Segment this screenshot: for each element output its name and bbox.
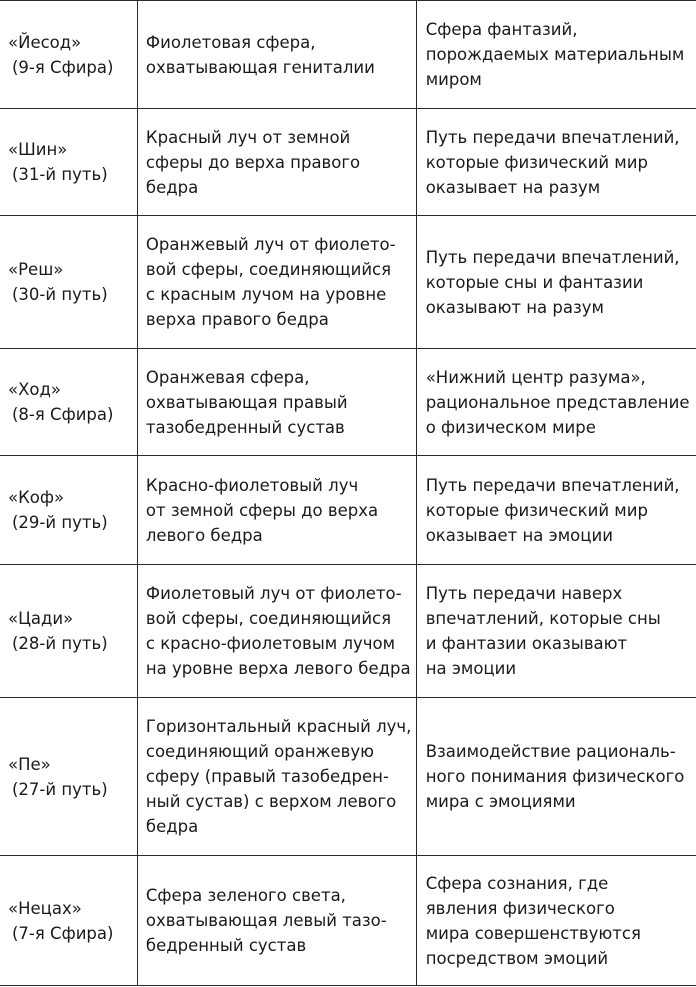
- cell-text: бедра: [145, 177, 199, 197]
- cell-text: Фиолетовая сфера,: [145, 32, 316, 52]
- description-cell: [137, 349, 416, 456]
- cell-text: вой сферы, соединяющийся: [145, 609, 392, 628]
- cell-text: «Нижний центр разума»,: [425, 367, 646, 387]
- name-cell: [0, 698, 137, 856]
- cell-text: Красный луч от земной: [145, 127, 351, 147]
- cell-text: (27-й путь): [12, 779, 108, 799]
- cell-text: Фиолетовый луч от фиолето-: [145, 584, 402, 603]
- name-cell: [0, 216, 137, 349]
- cell-text: охватывающая гениталии: [145, 57, 375, 77]
- cell-text: оказывают на разум: [425, 297, 604, 317]
- cell-text: миром: [425, 70, 482, 89]
- cell-text: на уровне верха левого бедра: [145, 659, 411, 678]
- cell-text: мира с эмоциями: [425, 792, 576, 811]
- description-cell: [137, 565, 416, 698]
- cell-text: «Реш»: [8, 260, 64, 279]
- cell-text: ного понимания физического: [425, 767, 685, 786]
- cell-text: посредством эмоций: [425, 948, 609, 968]
- meaning-cell: [416, 856, 696, 986]
- cell-text: впечатлений, которые сны: [425, 609, 661, 628]
- table-row: [0, 698, 696, 856]
- cell-text: о физическом мире: [425, 417, 596, 437]
- meaning-cell: [416, 109, 696, 216]
- cell-text: соединяющий оранжевую: [145, 742, 375, 761]
- cell-text: оказывает на разум: [425, 177, 601, 197]
- table-row: [0, 109, 696, 216]
- cell-text: которые физический мир: [425, 152, 648, 172]
- cell-text: сферы до верха правого: [145, 152, 361, 172]
- cell-text: которые сны и фантазии: [425, 272, 644, 292]
- meaning-cell: [416, 565, 696, 698]
- cell-text: рациональное представление: [425, 392, 690, 412]
- name-cell: [0, 1, 137, 109]
- cell-text: порождаемых материальным: [425, 45, 685, 64]
- meaning-cell: [416, 1, 696, 109]
- cell-text: Горизонтальный красный луч,: [145, 717, 412, 736]
- cell-text: с красным лучом на уровне: [145, 285, 387, 304]
- cell-text: «Нецах»: [8, 898, 82, 918]
- cell-text: (9-я Сфира): [12, 57, 114, 77]
- cell-text: которые физический мир: [425, 500, 648, 520]
- cell-text: Путь передачи наверх: [425, 584, 623, 603]
- cell-text: (30-й путь): [12, 285, 108, 304]
- cell-text: «Цади»: [8, 609, 74, 628]
- name-cell: [0, 565, 137, 698]
- meaning-cell: [416, 456, 696, 565]
- cell-text: ный сустав) с верхом левого: [145, 792, 397, 811]
- cell-text: тазобедренный сустав: [145, 417, 345, 437]
- cell-text: «Коф»: [8, 488, 65, 507]
- cell-text: «Шин»: [8, 140, 68, 159]
- cell-text: Взаимодействие рациональ-: [425, 742, 676, 761]
- cell-text: (29-й путь): [12, 513, 108, 532]
- cell-text: (28-й путь): [12, 634, 108, 653]
- table-row: [0, 1, 696, 109]
- cell-text: Путь передачи впечатлений,: [425, 475, 680, 495]
- name-cell: [0, 109, 137, 216]
- table-row: [0, 349, 696, 456]
- cell-text: сферу (правый тазобедрен-: [145, 767, 389, 786]
- cell-text: «Пе»: [8, 754, 51, 774]
- cell-text: оказывает на эмоции: [425, 525, 613, 545]
- description-cell: [137, 698, 416, 856]
- description-cell: [137, 456, 416, 565]
- table-row: [0, 565, 696, 698]
- cell-text: от земной сферы до верха: [145, 500, 379, 520]
- cell-text: Сфера зеленого света,: [145, 886, 346, 905]
- description-cell: [137, 1, 416, 109]
- cell-text: левого бедра: [145, 525, 263, 545]
- cell-text: вой сферы, соединяющийся: [145, 260, 392, 279]
- cell-text: верха правого бедра: [145, 310, 329, 329]
- cell-text: Оранжевая сфера,: [145, 367, 310, 387]
- meaning-cell: [416, 698, 696, 856]
- cell-text: охватывающая левый тазо-: [145, 911, 387, 930]
- cell-text: на эмоции: [425, 659, 517, 678]
- cell-text: (7-я Сфира): [12, 923, 114, 943]
- cell-text: Сфера фантазий,: [425, 20, 578, 39]
- cell-text: бедра: [145, 817, 199, 836]
- description-cell: [137, 109, 416, 216]
- name-cell: [0, 856, 137, 986]
- cell-text: Путь передачи впечатлений,: [425, 247, 680, 267]
- name-cell: [0, 456, 137, 565]
- cell-text: и фантазии оказывают: [425, 634, 628, 653]
- cell-text: Красно-фиолетовый луч: [145, 475, 359, 495]
- description-cell: [137, 216, 416, 349]
- description-cell: [137, 856, 416, 986]
- cell-text: «Ход»: [8, 380, 61, 399]
- table-row: [0, 216, 696, 349]
- cell-text: (8-я Сфира): [12, 405, 114, 424]
- name-cell: [0, 349, 137, 456]
- cell-text: мира совершенствуются: [425, 923, 641, 943]
- meaning-cell: [416, 216, 696, 349]
- table-body: [0, 1, 696, 986]
- cell-text: с красно-фиолетовым лучом: [145, 634, 396, 653]
- table-row: [0, 856, 696, 986]
- table-row: [0, 456, 696, 565]
- meaning-cell: [416, 349, 696, 456]
- cell-text: охватывающая правый: [145, 392, 348, 412]
- cell-text: Сфера сознания, где: [425, 873, 609, 893]
- cell-text: явления физического: [425, 898, 615, 918]
- cell-text: «Йесод»: [8, 32, 82, 52]
- cell-text: бедренный сустав: [145, 936, 307, 955]
- cell-text: Путь передачи впечатлений,: [425, 127, 680, 147]
- cell-text: Оранжевый луч от фиолето-: [145, 235, 396, 254]
- cell-text: (31-й путь): [12, 165, 108, 184]
